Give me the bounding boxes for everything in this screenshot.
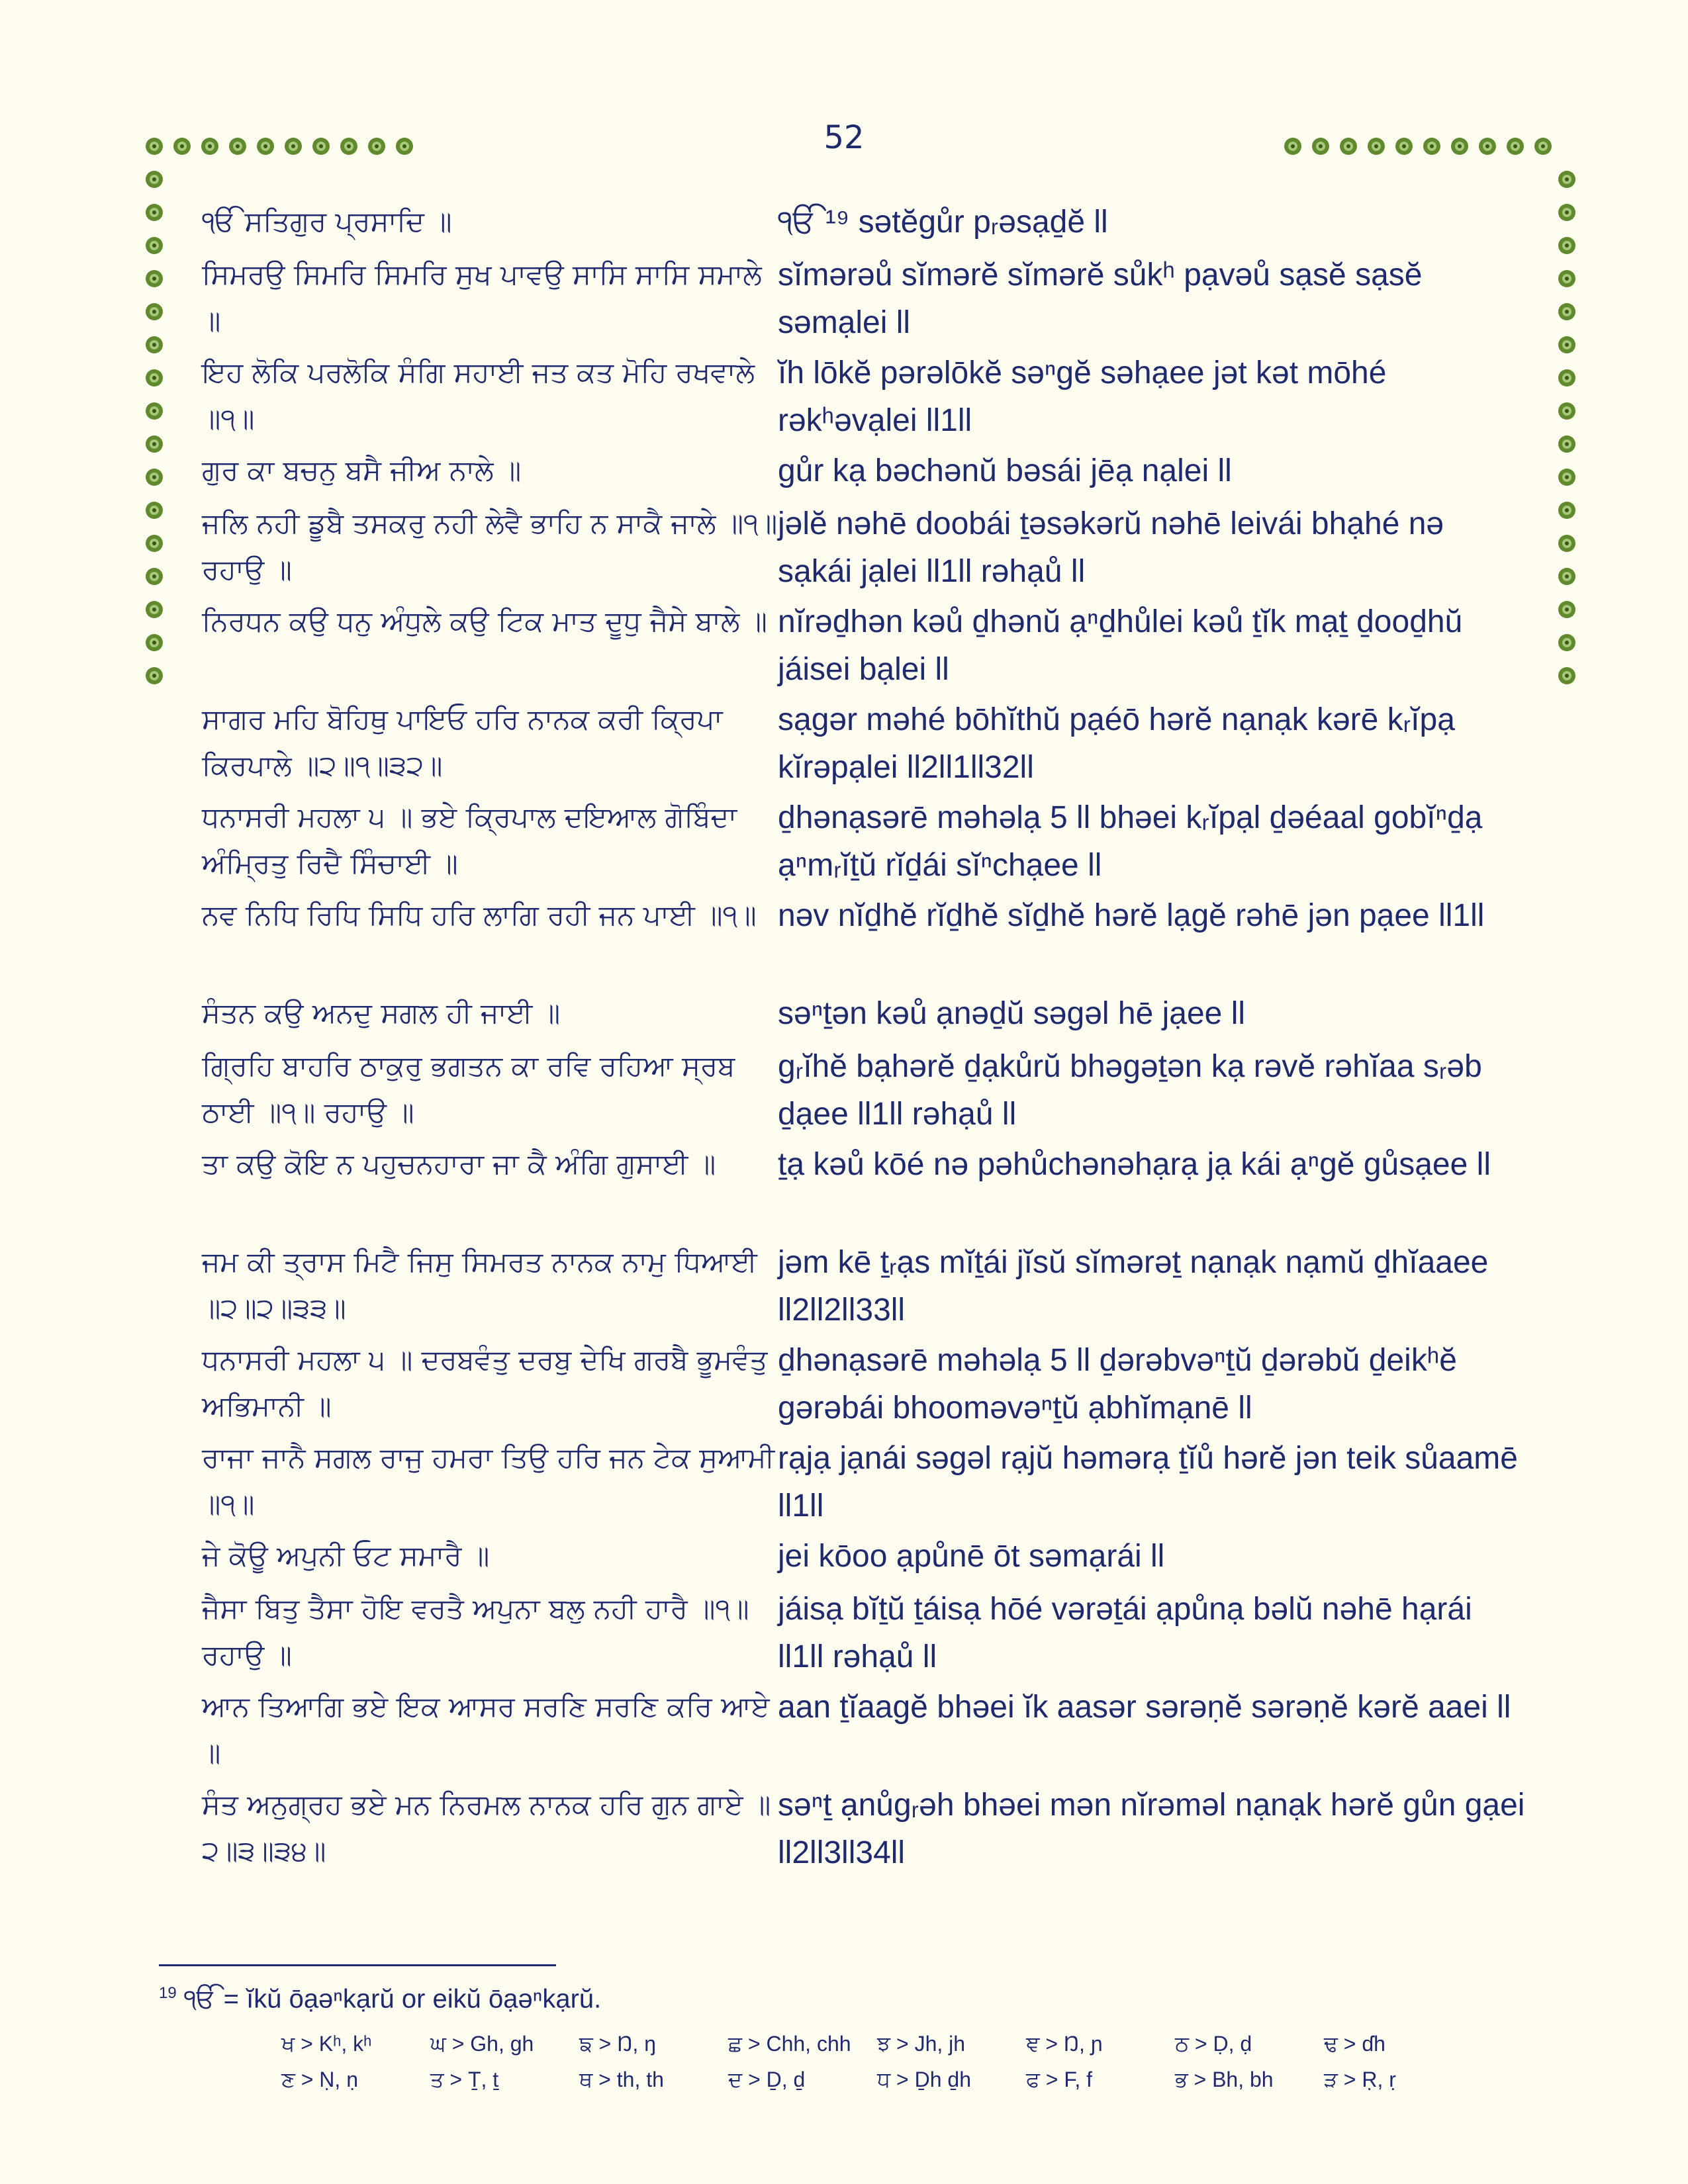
flower-icon — [144, 169, 164, 189]
decorative-border-left — [144, 169, 164, 686]
key-entry: ਢ > ɗh — [1324, 2032, 1385, 2056]
footnote-text: ੴ = ĭkŭ ōạəⁿkạrŭ or eikŭ ōạəⁿkạrŭ. — [183, 1984, 602, 2014]
flower-icon — [1557, 533, 1577, 553]
verse-row — [202, 892, 1532, 990]
gurmukhi-text: ਤਾ ਕਉ ਕੋਇ ਨ ਪਹੁਚਨਹਾਰਾ ਜਾ ਕੈ ਅੰਗਿ ਗੁਸਾਈ ॥ — [202, 1148, 716, 1180]
flower-icon — [144, 203, 164, 222]
flower-icon — [144, 467, 164, 487]
flower-icon — [144, 633, 164, 653]
flower-icon — [1557, 368, 1577, 388]
flower-icon — [144, 302, 164, 322]
flower-icon — [144, 368, 164, 388]
transliteration-text: səⁿṯən kəů ạnəḏŭ səgəl hē jạee ll — [778, 996, 1246, 1031]
flower-icon — [1557, 600, 1577, 619]
flower-icon — [1557, 467, 1577, 487]
transliteration-key — [281, 2032, 1473, 2093]
gurmukhi-text: ਆਨ ਤਿਆਗਿ ਭਏ ਇਕ ਆਸਰ ਸਰਣਿ ਸਰਣਿ ਕਰਿ ਆਏ ॥ — [202, 1690, 770, 1769]
gurmukhi-text: ਸੰਤ ਅਨੁਗ੍ਰਹ ਭਏ ਮਨ ਨਿਰਮਲ ਨਾਨਕ ਹਰਿ ਗੁਨ ਗਾਏ ॥੨॥੩॥੩੪॥ — [202, 1788, 771, 1867]
key-entry: ਝ > Jh, jh — [877, 2032, 966, 2056]
transliteration-text: gůr kạ bəchənŭ bəsái jēạ nạlei ll — [778, 453, 1232, 488]
key-entry: ਧ > Ḏh ḏh — [877, 2068, 972, 2091]
key-entry: ਤ > Ṯ, ṯ — [430, 2068, 499, 2091]
key-entry: ਥ > th, th — [579, 2068, 664, 2091]
gurmukhi-text: ਧਨਾਸਰੀ ਮਹਲਾ ੫ ॥ ਭਏ ਕ੍ਰਿਪਾਲ ਦਇਆਲ ਗੋਬਿੰਦਾ ਅੰਮ੍ਰਿਤੁ ਰਿਦੈ ਸਿੰਚਾਈ ॥ — [202, 801, 737, 880]
flower-icon — [1557, 269, 1577, 289]
transliteration-text: ḏhənạsərē məhəlạ 5 ll ḏərəbvəⁿṯŭ ḏərəbŭ ḏeikʰĕ gərəbái bhooməvəⁿṯŭ ạbhĭmạnē ll — [778, 1343, 1457, 1426]
transliteration-text: jəlĕ nəhē doobái ṯəsəkərŭ nəhē leivái bhạhé nə sạkái jạlei ll1ll rəhạů ll — [778, 506, 1444, 589]
gurmukhi-text: ਰਾਜਾ ਜਾਨੈ ਸਗਲ ਰਾਜੁ ਹਮਰਾ ਤਿਉ ਹਰਿ ਜਨ ਟੇਕ ਸੁਆਮੀ ॥੧॥ — [202, 1441, 775, 1520]
gurmukhi-text: ਜਲਿ ਨਹੀ ਡੂਬੈ ਤਸਕਰੁ ਨਹੀ ਲੇਵੈ ਭਾਹਿ ਨ ਸਾਕੈ ਜਾਲੇ ॥੧॥ ਰਹਾਉ ॥ — [202, 507, 778, 586]
gurmukhi-text: ਗੁਰ ਕਾ ਬਚਨੁ ਬਸੈ ਜੀਅ ਨਾਲੇ ॥ — [202, 454, 522, 486]
key-entry: ਣ > Ṇ, ṇ — [281, 2068, 358, 2091]
transliteration-text: ṯạ kəů kōé nə pəhůchənəhạrạ jạ kái ạⁿgĕ gůsạee ll — [778, 1147, 1491, 1182]
gurmukhi-text: ਧਨਾਸਰੀ ਮਹਲਾ ੫ ॥ ਦਰਬਵੰਤੁ ਦਰਬੁ ਦੇਖਿ ਗਰਬੈ ਭੂਮਵੰਤੁ ਅਭਿਮਾਨੀ ॥ — [202, 1343, 768, 1422]
flower-icon — [144, 434, 164, 454]
verse-row — [202, 696, 1532, 794]
flower-icon — [144, 269, 164, 289]
flower-icon — [144, 500, 164, 520]
gurmukhi-text: ਸਾਗਰ ਮਹਿ ਬੋਹਿਥੁ ਪਾਇਓ ਹਰਿ ਨਾਨਕ ਕਰੀ ਕ੍ਰਿਪਾ ਕਿਰਪਾਲੇ ॥੨॥੧॥੩੨॥ — [202, 703, 723, 782]
verse-row — [202, 199, 1532, 251]
transliteration-text: gᵣĭhĕ bạhərĕ ḏạkůrŭ bhəgəṯən kạ rəvĕ rəhĭaa sᵣəb ḏạee ll1ll rəhạů ll — [778, 1049, 1482, 1132]
key-entry: ੜ > Ṛ, ṛ — [1324, 2068, 1396, 2091]
key-entry: ਖ > Kʰ, kʰ — [281, 2032, 372, 2056]
transliteration-text: jei kōoo ạpůnē ōt səmạrái ll — [778, 1539, 1165, 1574]
verse-row — [202, 1043, 1532, 1141]
footnote-divider — [159, 1964, 556, 1966]
gurmukhi-text: ਸਿਮਰਉ ਸਿਮਰਿ ਸਿਮਰਿ ਸੁਖ ਪਾਵਉ ਸਾਸਿ ਸਾਸਿ ਸਮਾਲੇ ॥ — [202, 258, 762, 337]
page-number: 52 — [823, 119, 865, 156]
gurmukhi-text: ਜੇ ਕੋਊ ਅਪੁਨੀ ਓਟ ਸਮਾਰੈ ॥ — [202, 1539, 490, 1572]
gurmukhi-text: ਗ੍ਰਿਹਿ ਬਾਹਰਿ ਠਾਕੁਰੁ ਭਗਤਨ ਕਾ ਰਵਿ ਰਹਿਆ ਸ੍ਰਬ ਠਾਈ ॥੧॥ ਰਹਾਉ ॥ — [202, 1050, 735, 1128]
transliteration-text: jáisạ bĭṯŭ ṯáisạ hōé vərəṯái ạpůnạ bəlŭ nəhē hạrái ll1ll rəhạů ll — [778, 1592, 1472, 1674]
transliteration-text: səⁿṯ ạnůgᵣəh bhəei mən nĭrəməl nạnạk hərĕ gůn gạei ll2ll3ll34ll — [778, 1788, 1525, 1870]
verse-row — [202, 1337, 1532, 1435]
verse-row — [202, 1239, 1532, 1337]
verse-row — [202, 794, 1532, 892]
flower-icon — [1557, 169, 1577, 189]
flower-icon — [144, 600, 164, 619]
gurmukhi-text: ਸੰਤਨ ਕਉ ਅਨਦੁ ਸਗਲ ਹੀ ਜਾਈ ॥ — [202, 997, 561, 1029]
transliteration-text: rạjạ jạnái səgəl rạjŭ həmərạ ṯĭů hərĕ jən teik sůaamē ll1ll — [778, 1441, 1518, 1524]
flower-icon — [144, 666, 164, 686]
key-entry: ਫ > F, f — [1026, 2068, 1093, 2091]
key-entry: ਠ > Ḍ, ḍ — [1175, 2032, 1252, 2056]
verse-table — [202, 199, 1532, 1880]
flower-icon — [1557, 302, 1577, 322]
footnote — [159, 1984, 601, 2014]
footnote-number: 19 — [159, 1984, 177, 2002]
flower-icon — [1557, 434, 1577, 454]
verse-row — [202, 598, 1532, 696]
transliteration-text: aan ṯĭaagĕ bhəei ĭk aasər sərəṇĕ sərəṇĕ kərĕ aaei ll — [778, 1690, 1511, 1725]
key-entry: ਙ > Ŋ, ŋ — [579, 2032, 656, 2056]
gurmukhi-text: ਇਹ ਲੋਕਿ ਪਰਲੋਕਿ ਸੰਗਿ ਸਹਾਈ ਜਤ ਕਤ ਮੋਹਿ ਰਖਵਾਲੇ ॥੧॥ — [202, 356, 755, 435]
flower-icon — [1557, 236, 1577, 255]
transliteration-text: ĭh lōkĕ pərəlōkĕ səⁿgĕ səhạee jət kət mōhé rəkʰəvạlei ll1ll — [778, 355, 1387, 438]
key-entry: ਘ > Gh, gh — [430, 2032, 534, 2056]
key-entry: ਭ > Bh, bh — [1175, 2068, 1274, 2091]
transliteration-text: jəm kē ṯᵣạs mĭṯái jĭsŭ sĭmərəṯ nạnạk nạmŭ ḏhĭaaee ll2ll2ll33ll — [778, 1245, 1489, 1328]
flower-icon — [144, 567, 164, 586]
verse-row — [202, 500, 1532, 598]
flower-icon — [1557, 401, 1577, 421]
verse-row — [202, 251, 1532, 349]
flower-icon — [1557, 500, 1577, 520]
flower-icon — [144, 401, 164, 421]
transliteration-text: sạgər məhé bōhĭthŭ pạéō hərĕ nạnạk kərē kᵣĭpạ kĭrəpạlei ll2ll1ll32ll — [778, 702, 1455, 785]
flower-icon — [1557, 567, 1577, 586]
verse-row — [202, 1533, 1532, 1586]
verse-row — [202, 1684, 1532, 1782]
verse-row — [202, 990, 1532, 1043]
gurmukhi-text: ਜਮ ਕੀ ਤ੍ਰਾਸ ਮਿਟੈ ਜਿਸੁ ਸਿਮਰਤ ਨਾਨਕ ਨਾਮੁ ਧਿਆਈ ॥੨॥੨॥੩੩॥ — [202, 1246, 757, 1324]
verse-row — [202, 1782, 1532, 1880]
transliteration-text: ੴ ¹⁹ sətĕgůr pᵣəsạḏĕ ll — [778, 205, 1108, 240]
key-entry: ਞ > Ŋ, ɲ — [1026, 2032, 1103, 2056]
gurmukhi-text: ਨਿਰਧਨ ਕਉ ਧਨੁ ਅੰਧੁਲੇ ਕਉ ਟਿਕ ਮਾਤ ਦੂਧੁ ਜੈਸੇ ਬਾਲੇ ॥ — [202, 605, 767, 637]
flower-icon — [1557, 335, 1577, 355]
key-entry: ਦ > Ḏ, ḏ — [728, 2068, 806, 2091]
gurmukhi-text: ੴ ਸਤਿਗੁਰ ਪ੍ਰਸਾਦਿ ॥ — [202, 205, 452, 238]
decorative-border-right — [1557, 169, 1577, 686]
transliteration-text: nĭrəḏhən kəů ḏhənŭ ạⁿḏhůlei kəů ṯĭk mạṯ ḏooḏhŭ jáisei bạlei ll — [778, 604, 1463, 687]
key-entry: ਛ > Chh, chh — [728, 2032, 851, 2056]
verse-row — [202, 1586, 1532, 1684]
transliteration-text: sĭmərəů sĭmərĕ sĭmərĕ sůkʰ pạvəů sạsĕ sạsĕ səmạlei ll — [778, 257, 1423, 340]
flower-icon — [144, 533, 164, 553]
gurmukhi-text: ਨਵ ਨਿਧਿ ਰਿਧਿ ਸਿਧਿ ਹਰਿ ਲਾਗਿ ਰਹੀ ਜਨ ਪਾਈ ॥੧॥ — [202, 899, 757, 931]
verse-row — [202, 1141, 1532, 1239]
verse-row — [202, 1435, 1532, 1533]
flower-icon — [144, 236, 164, 255]
verse-row — [202, 349, 1532, 447]
gurmukhi-text: ਜੈਸਾ ਬਿਤੁ ਤੈਸਾ ਹੋਇ ਵਰਤੈ ਅਪੁਨਾ ਬਲੁ ਨਹੀ ਹਾਰੈ ॥੧॥ ਰਹਾਉ ॥ — [202, 1592, 749, 1671]
transliteration-text: nəv nĭḏhĕ rĭḏhĕ sĭḏhĕ hərĕ lạgĕ rəhē jən pạee ll1ll — [778, 898, 1485, 933]
transliteration-text: ḏhənạsərē məhəlạ 5 ll bhəei kᵣĭpạl ḏəéaal gobĭⁿḏạ ạⁿmᵣĭṯŭ rĭḏái sĭⁿchạee ll — [778, 800, 1483, 883]
flower-icon — [1557, 633, 1577, 653]
flower-icon — [144, 335, 164, 355]
flower-icon — [1557, 666, 1577, 686]
flower-icon — [1557, 203, 1577, 222]
verse-row — [202, 447, 1532, 500]
